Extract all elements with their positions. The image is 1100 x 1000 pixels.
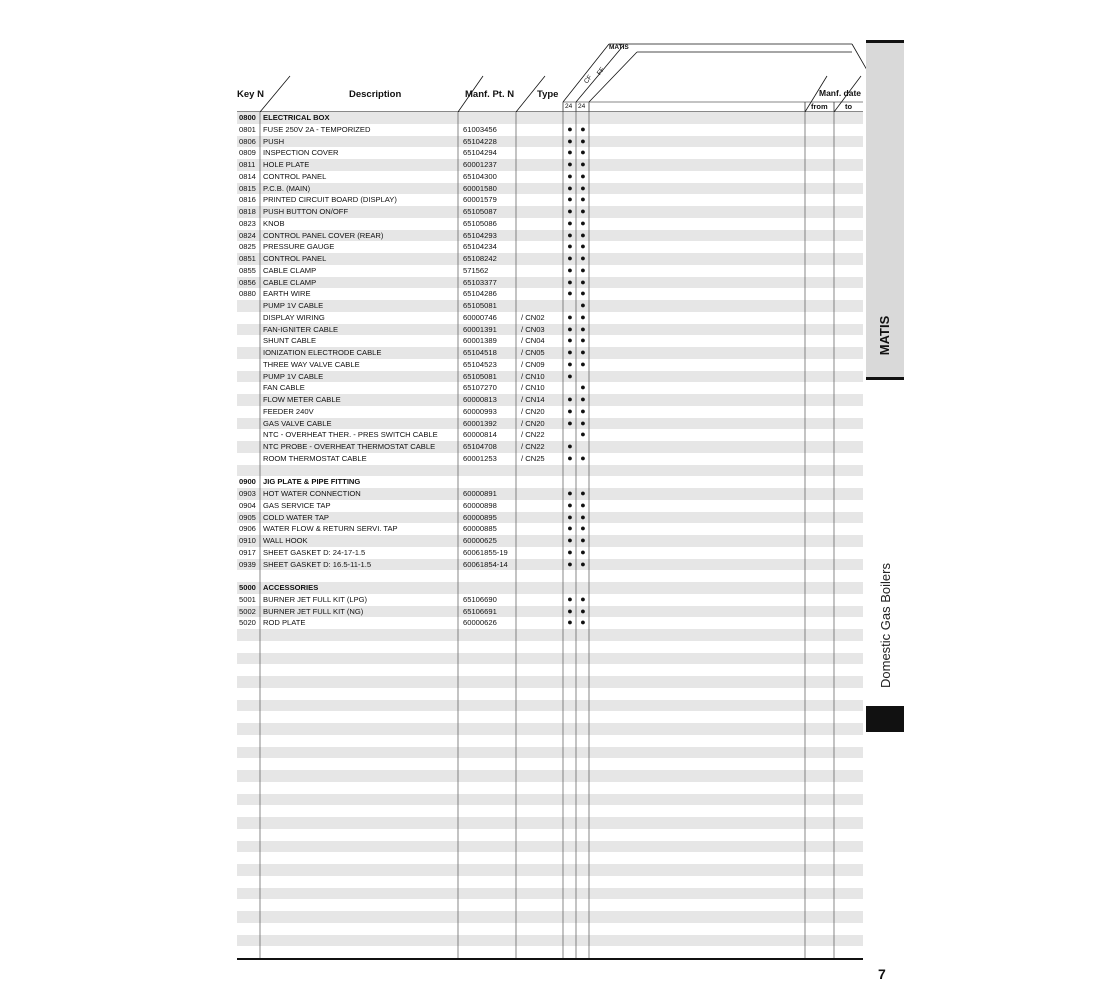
side-category [866,550,904,700]
part-number-cell: 65106690 [463,594,497,604]
part-number-cell: 60000813 [463,395,497,404]
ff-24-cell: ● [580,170,586,181]
table-row [237,488,863,500]
cf-24-cell: ● [567,206,573,216]
key-cell: 0825 [239,242,256,252]
description-cell: COLD WATER TAP [263,512,329,522]
table-row [237,723,863,735]
key-cell: 0801 [239,124,256,134]
ff-24-cell: ● [580,264,586,275]
table-row [237,841,863,853]
page-number: 7 [878,966,886,982]
table-row [237,206,863,218]
header-key-n: Key N [237,89,264,100]
table-row [237,300,863,312]
side-category-text: Domestic Gas Boilers [877,562,893,688]
cf-24-cell: ● [567,511,573,522]
cf-24-cell: ● [567,452,573,463]
part-number-cell: 65104294 [463,148,497,158]
table-row [237,688,863,700]
part-number-cell: 65105087 [463,207,497,216]
description-cell: CONTROL PANEL [263,171,327,181]
table-header [237,40,867,112]
description-cell: NTC - OVERHEAT THER. - PRES SWITCH CABLE [263,430,438,440]
part-number-cell: 60000895 [463,512,497,522]
cf-24-cell: ● [567,147,573,158]
key-cell: 0824 [239,230,256,240]
description-cell: ELECTRICAL BOX [263,113,330,122]
ff-24-cell: ● [580,417,586,428]
part-number-cell: 65104518 [463,348,497,357]
table-row [237,253,863,265]
key-cell: 0823 [239,218,256,228]
description-cell: WATER FLOW & RETURN SERVI. TAP [263,524,398,534]
cf-24-cell: ● [567,276,573,287]
table-row [237,371,863,383]
description-cell: THREE WAY VALVE CABLE [263,359,360,369]
table-row [237,183,863,195]
header-ff: FF [595,66,607,77]
key-cell: 0880 [239,289,256,299]
table-row [237,700,863,712]
part-number-cell: 65105081 [463,301,497,310]
description-cell: WALL HOOK [263,536,308,545]
table-row [237,864,863,876]
type-cell: / CN03 [521,324,545,334]
key-cell: 0851 [239,254,256,263]
description-cell: EARTH WIRE [263,289,311,299]
type-cell: / CN09 [521,359,545,369]
table-row [237,335,863,347]
table-row [237,394,863,406]
description-cell: IONIZATION ELECTRODE CABLE [263,348,382,357]
table-row [237,512,863,524]
part-number-cell: 65104286 [463,289,497,299]
header-col-24-ff: 24 [578,103,586,110]
part-number-cell: 60001389 [463,336,497,346]
table-row [237,406,863,418]
table-row [237,112,863,124]
type-cell: / CN10 [521,383,545,393]
table-row [237,711,863,723]
table-row [237,641,863,653]
part-number-cell: 60001392 [463,418,497,428]
table-row [237,312,863,324]
key-cell: 0800 [239,113,256,122]
description-cell: FUSE 250V 2A - TEMPORIZED [263,124,371,134]
ff-24-cell: ● [580,135,586,146]
ff-24-cell: ● [580,523,586,534]
description-cell: HOT WATER CONNECTION [263,489,361,498]
table-row [237,582,863,594]
cf-24-cell: ● [567,182,573,193]
cf-24-cell: ● [567,441,573,451]
ff-24-cell: ● [580,452,586,463]
ff-24-cell: ● [580,288,586,299]
cf-24-cell: ● [567,264,573,275]
part-number-cell: 60000625 [463,536,497,545]
table-row [237,453,863,465]
part-number-cell: 60000891 [463,489,497,498]
table-row [237,946,863,958]
ff-24-cell: ● [580,335,586,346]
table-row [237,523,863,535]
ff-24-cell: ● [580,405,586,416]
description-cell: BURNER JET FULL KIT (NG) [263,606,364,616]
description-cell: SHEET GASKET D: 24-17-1.5 [263,547,366,557]
table-row [237,911,863,923]
ff-24-cell: ● [580,382,586,393]
cf-24-cell: ● [567,159,573,169]
table-row [237,735,863,747]
part-number-cell: 65108242 [463,254,497,263]
table-row [237,606,863,618]
description-cell: FEEDER 240V [263,406,314,416]
ff-24-cell: ● [580,593,586,604]
description-cell: CABLE CLAMP [263,265,317,275]
table-row [237,241,863,253]
table-row [237,570,863,582]
table-row [237,782,863,794]
description-cell: ROOM THERMOSTAT CABLE [263,453,367,463]
cf-24-cell: ● [567,335,573,346]
table-row [237,923,863,935]
cf-24-cell: ● [567,253,573,263]
table-row [237,347,863,359]
ff-24-cell: ● [580,182,586,193]
table-row [237,794,863,806]
table-row [237,441,863,453]
table-row [237,124,863,136]
part-number-cell: 65106691 [463,606,497,616]
type-cell: / CN20 [521,406,545,416]
key-cell: 0904 [239,500,256,510]
ff-24-cell: ● [580,147,586,158]
table-row [237,770,863,782]
description-cell: CONTROL PANEL COVER (REAR) [263,230,384,240]
cf-24-cell: ● [567,394,573,404]
parts-table-body [237,112,863,958]
cf-24-cell: ● [567,347,573,357]
description-cell: PUMP 1V CABLE [263,301,324,310]
table-row [237,899,863,911]
table-row [237,594,863,606]
description-cell: ACCESSORIES [263,583,319,592]
description-cell: PUSH [263,136,285,146]
cf-24-cell: ● [567,546,573,557]
cf-24-cell: ● [567,488,573,498]
table-row [237,559,863,571]
table-row [237,382,863,394]
table-row [237,476,863,488]
part-number-cell: 60000746 [463,312,497,322]
ff-24-cell: ● [580,358,586,369]
description-cell: DISPLAY WIRING [263,312,325,322]
table-row [237,288,863,300]
key-cell: 0814 [239,171,256,181]
description-cell: SHEET GASKET D: 16.5-11-1.5 [263,559,372,569]
cf-24-cell: ● [567,229,573,240]
ff-24-cell: ● [580,206,586,216]
table-row [237,359,863,371]
key-cell: 0939 [239,559,256,569]
part-number-cell: 65107270 [463,383,497,393]
description-cell: FAN CABLE [263,383,305,393]
cf-24-cell: ● [567,135,573,146]
header-from: from [811,102,828,111]
type-cell: / CN20 [521,418,545,428]
cf-24-cell: ● [567,535,573,545]
cf-24-cell: ● [567,617,573,628]
ff-24-cell: ● [580,546,586,557]
header-type: Type [537,89,559,100]
ff-24-cell: ● [580,511,586,522]
description-cell: NTC PROBE - OVERHEAT THERMOSTAT CABLE [263,442,436,451]
key-cell: 0910 [239,536,256,545]
ff-24-cell: ● [580,605,586,616]
part-number-cell: 65104228 [463,136,497,146]
header-to: to [845,102,853,111]
part-number-cell: 60001391 [463,324,497,334]
part-number-cell: 60061854-14 [463,559,508,569]
type-cell: / CN04 [521,336,545,346]
table-row [237,194,863,206]
table-row [237,136,863,148]
ff-24-cell: ● [580,159,586,169]
key-cell: 5020 [239,618,256,628]
part-number-cell: 60000885 [463,524,497,534]
ff-24-cell: ● [580,276,586,287]
ff-24-cell: ● [580,488,586,498]
key-cell: 0818 [239,207,256,216]
table-row [237,159,863,171]
key-cell: 0811 [239,160,256,169]
cf-24-cell: ● [567,170,573,181]
table-row [237,617,863,629]
table-row [237,817,863,829]
table-row [237,747,863,759]
table-row [237,265,863,277]
key-cell: 0816 [239,195,256,205]
header-manf-pt-n: Manf. Pt. N [465,89,515,100]
description-cell: PUSH BUTTON ON/OFF [263,207,349,216]
part-number-cell: 60061855-19 [463,547,508,557]
header-description: Description [349,89,402,100]
ff-24-cell: ● [580,617,586,628]
table-row [237,429,863,441]
description-cell: INSPECTION COVER [263,148,339,158]
ff-24-cell: ● [580,558,586,569]
table-row [237,547,863,559]
part-number-cell: 65103377 [463,277,497,287]
table-row [237,418,863,430]
description-cell: PRINTED CIRCUIT BOARD (DISPLAY) [263,195,397,205]
table-row [237,277,863,289]
table-row [237,230,863,242]
key-cell: 0855 [239,265,256,275]
description-cell: JIG PLATE & PIPE FITTING [263,477,361,487]
ff-24-cell: ● [580,217,586,228]
ff-24-cell: ● [580,347,586,357]
ff-24-cell: ● [580,394,586,404]
cf-24-cell: ● [567,417,573,428]
key-cell: 0809 [239,148,256,158]
description-cell: PRESSURE GAUGE [263,242,335,252]
part-number-cell: 61003456 [463,124,497,134]
part-number-cell: 60001580 [463,183,497,193]
table-row [237,535,863,547]
part-number-cell: 65104300 [463,171,497,181]
part-number-cell: 60001579 [463,195,497,205]
table-row [237,653,863,665]
cf-24-cell: ● [567,593,573,604]
cf-24-cell: ● [567,241,573,252]
table-row [237,876,863,888]
ff-24-cell: ● [580,300,586,310]
part-number-cell: 65105086 [463,218,497,228]
header-cf: CF [582,73,594,86]
description-cell: GAS VALVE CABLE [263,418,332,428]
header-col-24-cf: 24 [565,103,573,110]
cf-24-cell: ● [567,311,573,322]
table-row [237,465,863,477]
key-cell: 0906 [239,524,256,534]
cf-24-cell: ● [567,405,573,416]
cf-24-cell: ● [567,558,573,569]
description-cell: SHUNT CABLE [263,336,317,346]
part-number-cell: 65104708 [463,442,497,451]
type-cell: / CN14 [521,395,545,404]
type-cell: / CN22 [521,430,545,440]
header-model: MATIS [609,44,629,51]
side-tab-text: MATIS [877,315,893,355]
ff-24-cell: ● [580,253,586,263]
key-cell: 0806 [239,136,256,146]
description-cell: PUMP 1V CABLE [263,371,324,381]
key-cell: 0900 [239,477,256,487]
key-cell: 0905 [239,512,256,522]
part-number-cell: 60000626 [463,618,497,628]
part-number-cell: 65104523 [463,359,497,369]
cf-24-cell: ● [567,123,573,134]
description-cell: P.C.B. (MAIN) [263,183,311,193]
description-cell: KNOB [263,218,285,228]
type-cell: / CN22 [521,442,545,451]
part-number-cell: 60000898 [463,500,497,510]
ff-24-cell: ● [580,311,586,322]
description-cell: BURNER JET FULL KIT (LPG) [263,594,368,604]
part-number-cell: 571562 [463,265,489,275]
table-row [237,805,863,817]
table-row [237,852,863,864]
table-row [237,829,863,841]
ff-24-cell: ● [580,535,586,545]
table-row [237,324,863,336]
ff-24-cell: ● [580,323,586,334]
part-number-cell: 60000993 [463,406,497,416]
table-row [237,676,863,688]
cf-24-cell: ● [567,499,573,510]
part-number-cell: 60001237 [463,160,497,169]
ff-24-cell: ● [580,229,586,240]
table-row [237,629,863,641]
ff-24-cell: ● [580,123,586,134]
cf-24-cell: ● [567,605,573,616]
side-black-marker [866,706,904,732]
part-number-cell: 65104293 [463,230,497,240]
table-row [237,147,863,159]
cf-24-cell: ● [567,323,573,334]
bottom-rule [237,958,863,960]
cf-24-cell: ● [567,217,573,228]
description-cell: GAS SERVICE TAP [263,500,331,510]
key-cell: 0856 [239,277,256,287]
type-cell: / CN05 [521,348,545,357]
cf-24-cell: ● [567,370,573,381]
type-cell: / CN25 [521,453,545,463]
table-row [237,171,863,183]
part-number-cell: 65104234 [463,242,497,252]
key-cell: 0903 [239,489,256,498]
header-lines [237,40,867,112]
table-row [237,218,863,230]
key-cell: 5000 [239,583,256,592]
cf-24-cell: ● [567,358,573,369]
header-manf-date: Manf. date [819,88,862,98]
ff-24-cell: ● [580,194,586,205]
ff-24-cell: ● [580,429,586,440]
table-row [237,664,863,676]
key-cell: 5001 [239,594,256,604]
part-number-cell: 65105081 [463,371,497,381]
description-cell: FLOW METER CABLE [263,395,341,404]
description-cell: CABLE CLAMP [263,277,317,287]
description-cell: CONTROL PANEL [263,254,327,263]
type-cell: / CN02 [521,312,545,322]
cf-24-cell: ● [567,288,573,299]
part-number-cell: 60000814 [463,430,497,440]
cf-24-cell: ● [567,194,573,205]
ff-24-cell: ● [580,499,586,510]
ff-24-cell: ● [580,241,586,252]
part-number-cell: 60001253 [463,453,497,463]
table-row [237,758,863,770]
key-cell: 0815 [239,183,256,193]
description-cell: HOLE PLATE [263,160,310,169]
cf-24-cell: ● [567,523,573,534]
type-cell: / CN10 [521,371,545,381]
key-cell: 0917 [239,547,256,557]
description-cell: FAN-IGNITER CABLE [263,324,339,334]
table-row [237,888,863,900]
side-tab-label [866,290,904,380]
table-row [237,500,863,512]
table-row [237,935,863,947]
description-cell: ROD PLATE [263,618,306,628]
key-cell: 5002 [239,606,256,616]
